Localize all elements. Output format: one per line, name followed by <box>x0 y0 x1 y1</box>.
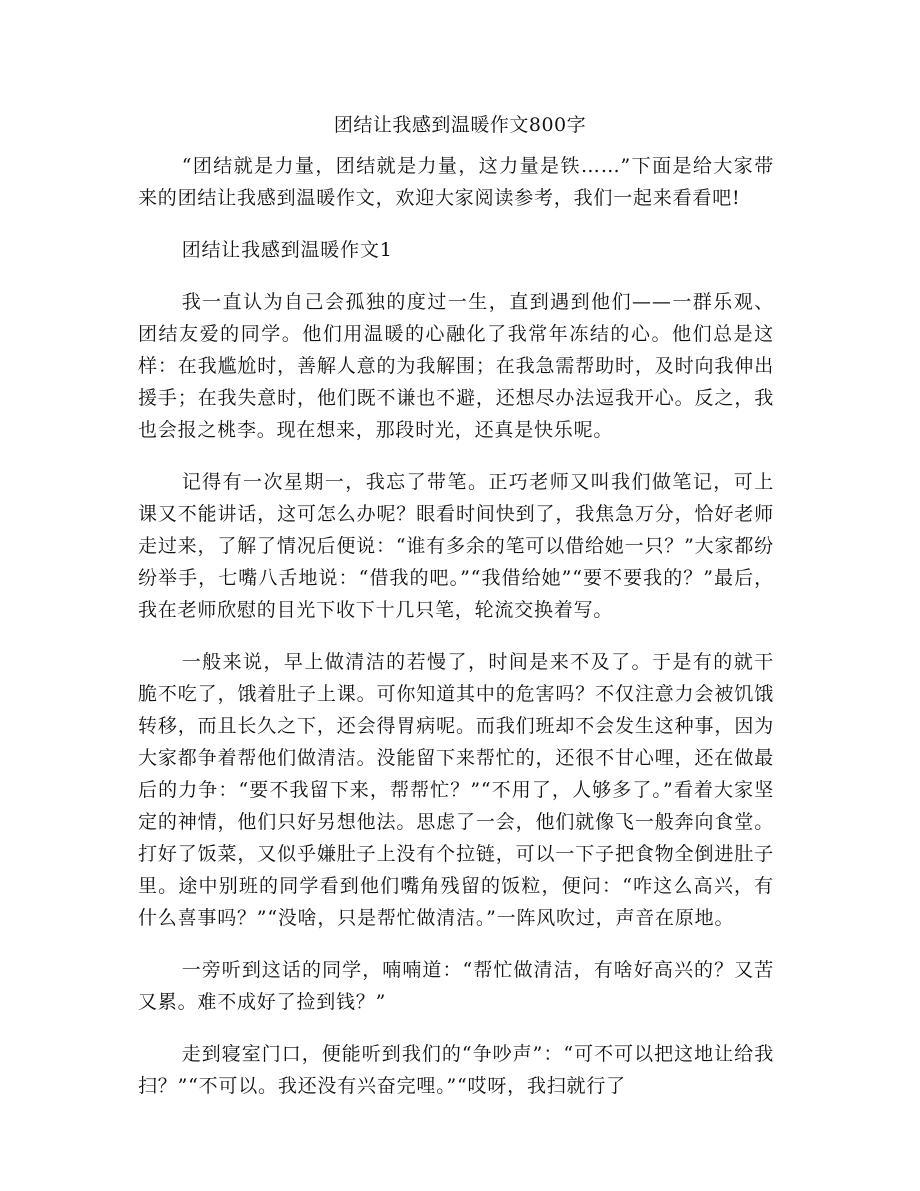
body-paragraph: 走到寝室门口，便能听到我们的“争吵声”：“可不可以把这地让给我扫？”“不可以。我还没有兴奋完哩。”“哎呀，我扫就行了 <box>138 1043 774 1097</box>
body-paragraph: 我一直认为自己会孤独的度过一生，直到遇到他们——一群乐观、团结友爱的同学。他们用温暖的心融化了我常年冻结的心。他们总是这样：在我尴尬时，善解人意的为我解围；在我急需帮助时，及时向我伸出援手；在我失意时，他们既不谦也不避，还想尽办法逗我开心。反之，我也会报之桃李。现在想来，那段时光，还真是快乐呢。 <box>138 291 774 441</box>
document-title: 团结让我感到温暖作文800字 <box>333 114 587 136</box>
body-paragraph: 一般来说，早上做清洁的若慢了，时间是来不及了。于是有的就干脆不吃了，饿着肚子上课。可你知道其中的危害吗？不仅注意力会被饥饿转移，而且长久之下，还会得胃病呢。而我们班却不会发生这种事，因为大家都争着帮他们做清洁。没能留下来帮忙的，还很不甘心哩，还在做最后的力争：“要不我留下来，帮帮忙？”“不用了，人够多了。”看着大家坚定的神情，他们只好另想他法。思虑了一会，他们就像飞一般奔向食堂。打好了饭菜，又似乎嫌肚子上没有个拉链，可以一下子把食物全倒进肚子里。途中别班的同学看到他们嘴角残留的饭粒，便问：“咋这么高兴，有什么喜事吗？”“没啥，只是帮忙做清洁。”一阵风吹过，声音在原地。 <box>138 651 774 929</box>
document-body <box>138 150 774 1122</box>
intro-paragraph: “团结就是力量，团结就是力量，这力量是铁……”下面是给大家带来的团结让我感到温暖作文，欢迎大家阅读参考，我们一起来看看吧! <box>138 155 774 209</box>
section-heading: 团结让我感到温暖作文1 <box>181 239 393 261</box>
body-paragraph: 一旁听到这话的同学，喃喃道：“帮忙做清洁，有啥好高兴的？又苦又累。难不成好了捡到钱？” <box>138 959 774 1013</box>
body-paragraph: 记得有一次星期一，我忘了带笔。正巧老师又叫我们做笔记，可上课又不能讲话，这可怎么办呢？眼看时间快到了，我焦急万分，恰好老师走过来，了解了情况后便说：“谁有多余的笔可以借给她一只？”大家都纷纷举手，七嘴八舌地说：“借我的吧。”“我借给她”“要不要我的？”最后，我在老师欣慰的目光下收下十几只笔，轮流交换着写。 <box>138 471 774 621</box>
